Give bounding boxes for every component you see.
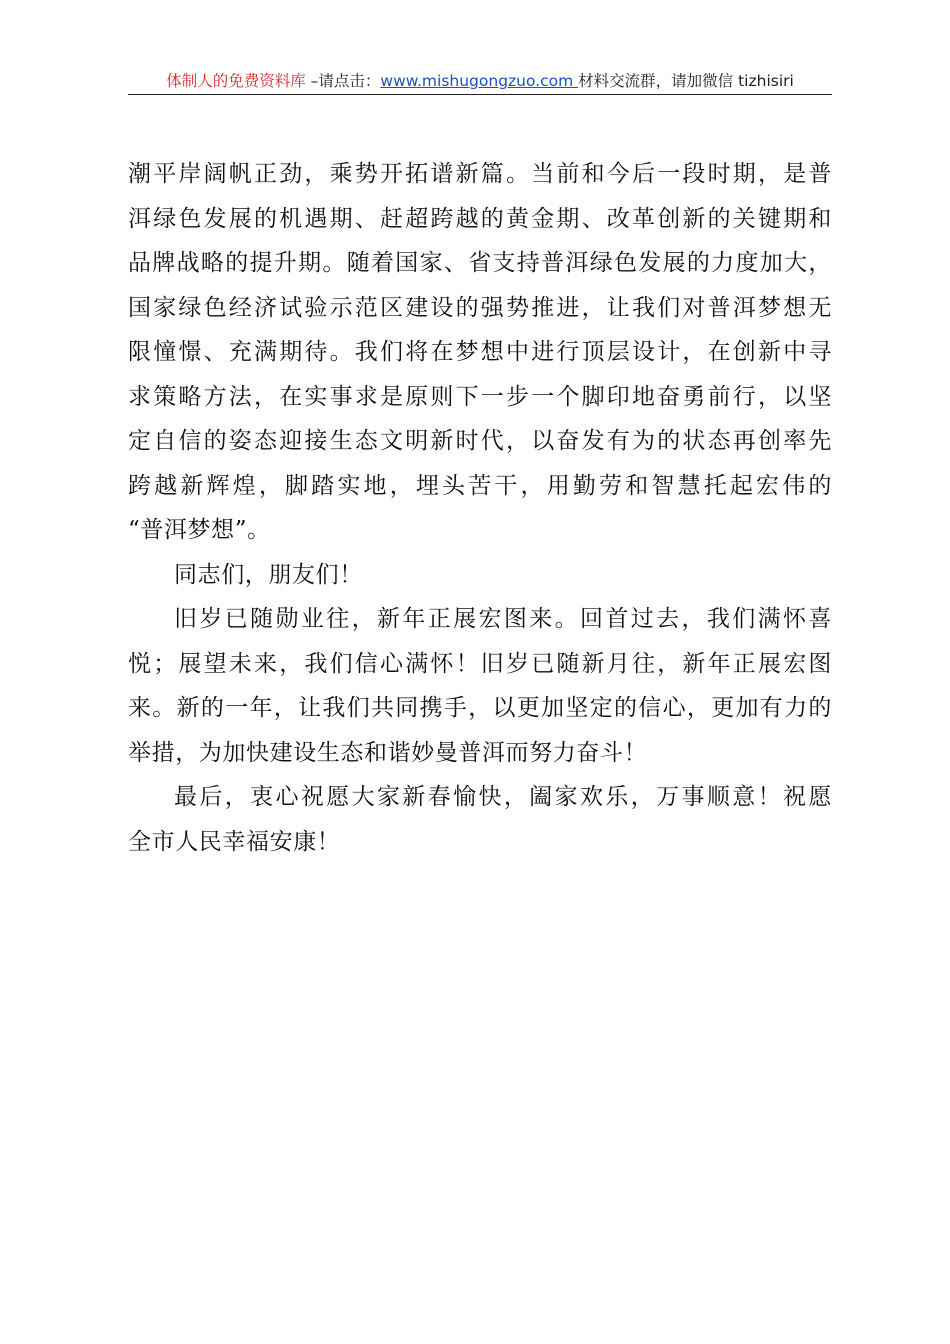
- paragraph-line: 定自信的姿态迎接生态文明新时代，以奋发有为的状态再创率先: [128, 428, 832, 454]
- paragraph-line: 洱绿色发展的机遇期、赶超跨越的黄金期、改革创新的关键期和: [128, 205, 832, 232]
- paragraph-line: 举措，为加快建设生态和谐妙曼普洱而努力奋斗！: [128, 739, 648, 766]
- paragraph-line: “普洱梦想”。: [128, 517, 271, 543]
- paragraph-line: 国家绿色经济试验示范区建设的强势推进，让我们对普洱梦想无: [128, 294, 832, 321]
- header-separator: –请点击：: [305, 72, 381, 90]
- document-body: [128, 152, 832, 864]
- paragraph-line: 限憧憬、充满期待。我们将在梦想中进行顶层设计，在创新中寻: [128, 339, 832, 365]
- paragraph-line: 同志们，朋友们！: [174, 561, 363, 588]
- paragraph-line: 旧岁已随勋业往，新年正展宏图来。回首过去，我们满怀喜: [174, 606, 832, 632]
- paragraph-line: 全市人民幸福安康！: [128, 828, 341, 855]
- page-header: [128, 68, 832, 95]
- paragraph-line: 潮平岸阔帆正劲，乘势开拓谱新篇。当前和今后一段时期，是普: [128, 161, 832, 187]
- paragraph-line: 悦；展望未来，我们信心满怀！旧岁已随新月往，新年正展宏图: [128, 650, 832, 677]
- paragraph-line: 来。新的一年，让我们共同携手，以更加坚定的信心，更加有力的: [128, 695, 832, 721]
- header-brand: 体制人的免费资料库: [166, 72, 306, 90]
- header-contact-text: 材料交流群，请加微信 tizhisiri: [578, 72, 794, 90]
- paragraph-line: 求策略方法，在实事求是原则下一步一个脚印地奋勇前行，以坚: [128, 383, 832, 410]
- paragraph-line: 品牌战略的提升期。随着国家、省支持普洱绿色发展的力度加大，: [128, 250, 832, 276]
- paragraph-line: 最后，衷心祝愿大家新春愉快，阖家欢乐，万事顺意！祝愿: [174, 784, 832, 810]
- paragraph-line: 跨越新辉煌，脚踏实地，埋头苦干，用勤劳和智慧托起宏伟的: [128, 472, 832, 499]
- header-link[interactable]: www.mishugongzuo.com: [380, 72, 579, 90]
